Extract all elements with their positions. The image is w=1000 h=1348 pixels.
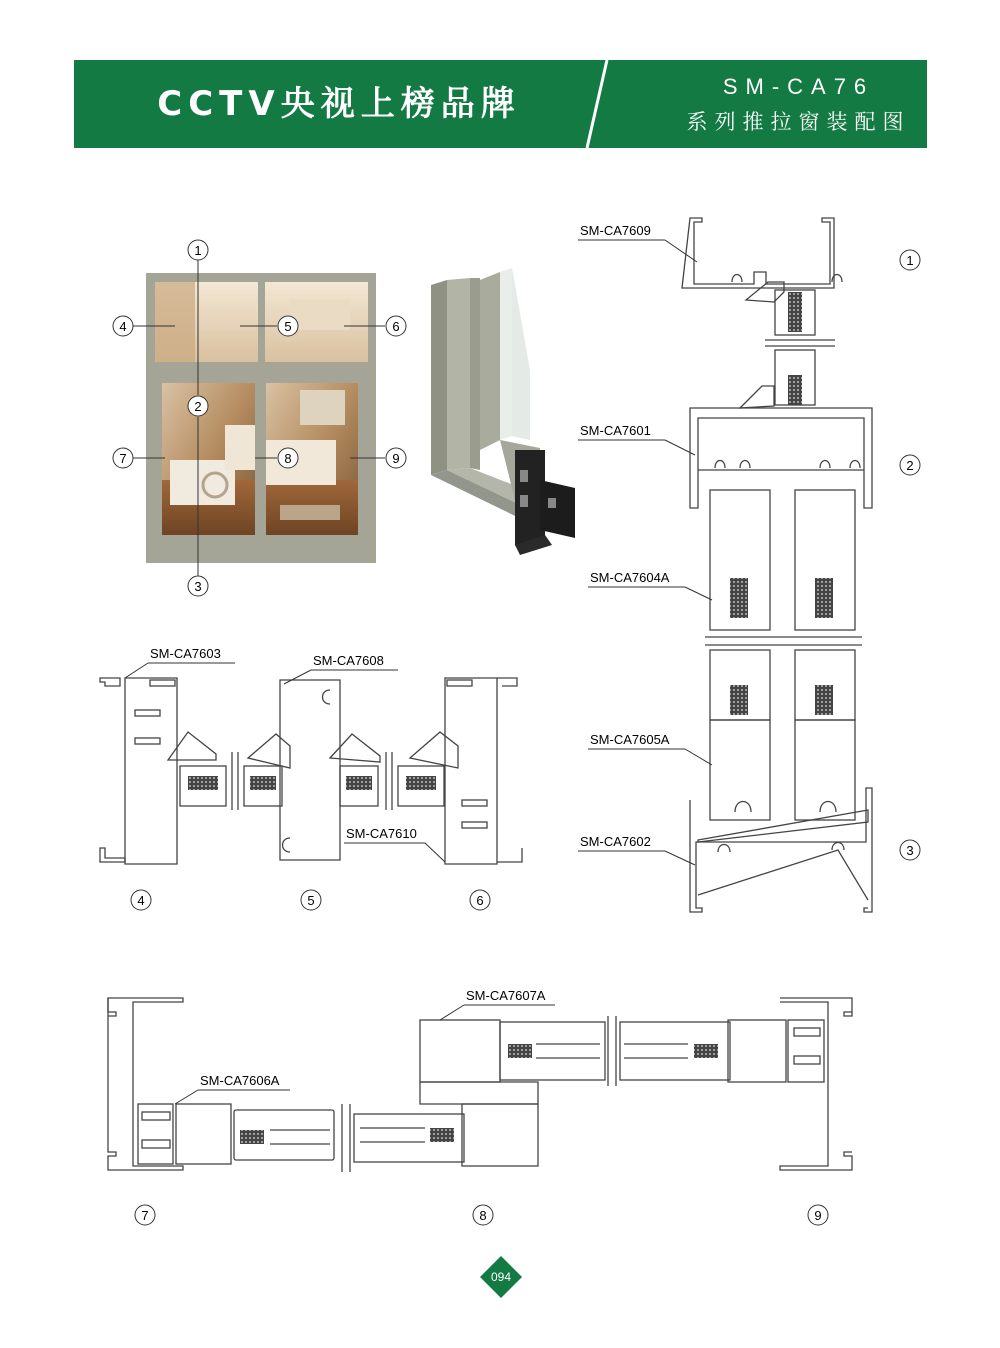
label-ca7601: SM-CA7601 [580,423,651,438]
page-number-badge [480,1256,522,1298]
callout-6 [386,316,406,336]
callout-7 [113,448,133,468]
section-number-6: 6 [476,893,484,908]
callout-label-3: 3 [194,579,202,594]
callout-1 [188,240,208,260]
callout-label-9: 9 [392,451,400,466]
horizontal-section-upper-numbers [131,890,490,910]
label-ca7603: SM-CA7603 [150,646,221,661]
corner-section-3d [431,268,575,555]
series-code: SM-CA76 [722,74,875,99]
callout-label-6: 6 [392,319,400,334]
callout-5 [278,316,298,336]
label-ca7609: SM-CA7609 [580,223,651,238]
label-ca7608: SM-CA7608 [313,653,384,668]
section-number-7: 7 [141,1208,149,1223]
vertical-section-numbers [900,250,920,860]
label-ca7610: SM-CA7610 [346,826,417,841]
section-number-2: 2 [906,458,914,473]
label-ca7605a: SM-CA7605A [590,732,670,747]
callout-label-7: 7 [119,451,127,466]
callout-label-8: 8 [284,451,292,466]
vertical-section [682,218,872,912]
section-number-9: 9 [814,1208,822,1223]
window-rendering [146,273,376,563]
section-number-4: 4 [137,893,145,908]
section-number-3: 3 [906,843,914,858]
callout-3 [188,576,208,596]
label-ca7606a: SM-CA7606A [200,1073,280,1088]
callout-9 [386,448,406,468]
section-number-5: 5 [307,893,315,908]
callout-label-1: 1 [194,243,202,258]
callout-4 [113,316,133,336]
brand-title: CCTV央视上榜品牌 [157,84,521,124]
callout-2 [188,396,208,416]
horizontal-section-upper [100,678,522,864]
label-ca7604a: SM-CA7604A [590,570,670,585]
label-ca7602: SM-CA7602 [580,834,651,849]
callout-label-4: 4 [119,319,127,334]
label-ca7607a: SM-CA7607A [466,988,546,1003]
callout-label-2: 2 [194,399,202,414]
page-number: 094 [490,1270,512,1284]
horizontal-section-lower-labels [175,988,555,1104]
section-number-8: 8 [479,1208,487,1223]
vertical-section-labels [578,223,712,865]
section-number-1: 1 [906,253,914,268]
callout-label-5: 5 [284,319,292,334]
horizontal-section-lower-numbers [135,1205,828,1225]
callout-8 [278,448,298,468]
drawing-title: 系列推拉窗装配图 [686,110,911,134]
